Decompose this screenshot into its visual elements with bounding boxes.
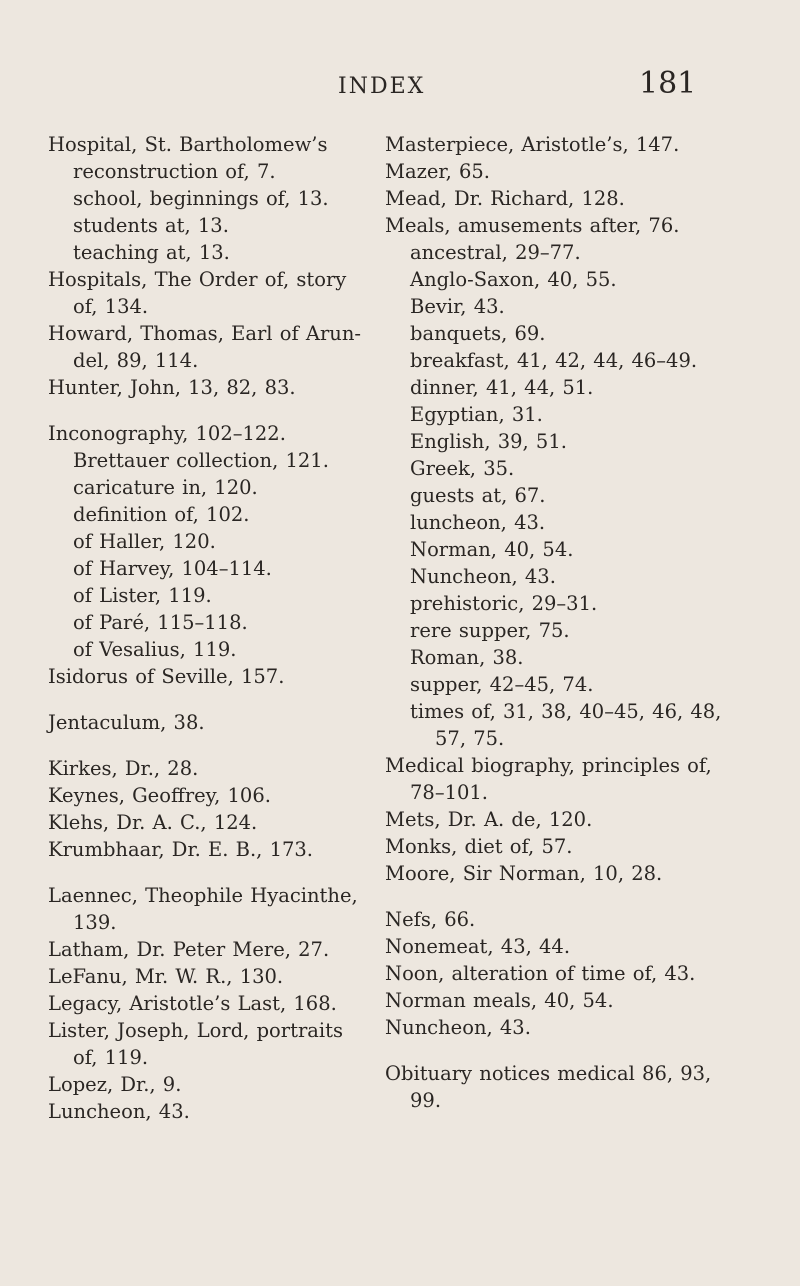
- index-subentry: Anglo-Saxon, 40, 55.: [410, 268, 617, 291]
- section-gap: [48, 690, 368, 709]
- index-entry: Monks, diet of, 57.: [385, 835, 573, 858]
- index-entry: Masterpiece, Aristotle’s, 147.: [385, 133, 680, 156]
- index-subentry: banquets, 69.: [410, 322, 546, 345]
- index-subentry: of, 134.: [73, 295, 149, 318]
- index-entry: Keynes, Geoffrey, 106.: [48, 784, 271, 807]
- index-subentry: school, beginnings of, 13.: [73, 187, 329, 210]
- index-subentry: 99.: [410, 1089, 442, 1112]
- index-column-right: [385, 131, 722, 1114]
- index-subentry: luncheon, 43.: [410, 511, 546, 534]
- section-gap: [385, 1041, 715, 1060]
- index-entry: Kirkes, Dr., 28.: [48, 757, 199, 780]
- index-entry: Noon, alteration of time of, 43.: [385, 962, 696, 985]
- index-entry: Nefs, 66.: [385, 908, 476, 931]
- index-subentry: 139.: [73, 911, 117, 934]
- index-entry: Nonemeat, 43, 44.: [385, 935, 571, 958]
- index-subentry: caricature in, 120.: [73, 476, 258, 499]
- page-number: 181: [639, 66, 697, 101]
- index-subentry: times of, 31, 38, 40–45, 46, 48,: [410, 700, 722, 723]
- index-column-left: [48, 131, 368, 1125]
- index-subentry: rere supper, 75.: [410, 619, 570, 642]
- index-entry: Norman meals, 40, 54.: [385, 989, 614, 1012]
- index-entry: Hospitals, The Order of, story: [48, 268, 347, 291]
- index-subentry: English, 39, 51.: [410, 430, 567, 453]
- index-entry: Moore, Sir Norman, 10, 28.: [385, 862, 663, 885]
- index-entry: Meals, amusements after, 76.: [385, 214, 680, 237]
- index-subentry: Roman, 38.: [410, 646, 524, 669]
- index-subentry: of, 119.: [73, 1046, 149, 1069]
- index-subentry: Egyptian, 31.: [410, 403, 543, 426]
- index-subentry: supper, 42–45, 74.: [410, 673, 594, 696]
- index-subentry: of Harvey, 104–114.: [73, 557, 272, 580]
- index-subentry: breakfast, 41, 42, 44, 46–49.: [410, 349, 698, 372]
- index-subentry: prehistoric, 29–31.: [410, 592, 598, 615]
- section-gap: [48, 863, 368, 882]
- section-gap: [48, 401, 368, 420]
- index-entry: Nuncheon, 43.: [385, 1016, 531, 1039]
- index-entry: Lister, Joseph, Lord, portraits: [48, 1019, 343, 1042]
- index-entry: Hospital, St. Bartholomew’s: [48, 133, 328, 156]
- index-entry: Lopez, Dr., 9.: [48, 1073, 182, 1096]
- index-entry: Mets, Dr. A. de, 120.: [385, 808, 593, 831]
- index-subentry: ancestral, 29–77.: [410, 241, 581, 264]
- index-subentry: Nuncheon, 43.: [410, 565, 556, 588]
- section-gap: [385, 887, 715, 906]
- index-subentry: of Haller, 120.: [73, 530, 216, 553]
- index-entry: Obituary notices medical 86, 93,: [385, 1062, 712, 1085]
- index-subentry: dinner, 41, 44, 51.: [410, 376, 594, 399]
- index-subentry: Greek, 35.: [410, 457, 515, 480]
- section-gap: [48, 736, 368, 755]
- index-subentry: students at, 13.: [73, 214, 229, 237]
- index-entry: Legacy, Aristotle’s Last, 168.: [48, 992, 337, 1015]
- index-entry: Luncheon, 43.: [48, 1100, 190, 1123]
- index-subentry: of Lister, 119.: [73, 584, 212, 607]
- index-subentry: Brettauer collection, 121.: [73, 449, 329, 472]
- index-subentry: of Paré, 115–118.: [73, 611, 248, 634]
- index-subentry: Norman, 40, 54.: [410, 538, 574, 561]
- running-head-title: INDEX: [338, 74, 426, 99]
- index-entry: Laennec, Theophile Hyacinthe,: [48, 884, 358, 907]
- index-entry: Krumbhaar, Dr. E. B., 173.: [48, 838, 313, 861]
- index-subentry: 57, 75.: [435, 727, 505, 750]
- index-subentry: guests at, 67.: [410, 484, 546, 507]
- index-subentry: Bevir, 43.: [410, 295, 505, 318]
- index-entry: LeFanu, Mr. W. R., 130.: [48, 965, 284, 988]
- index-entry: Isidorus of Seville, 157.: [48, 665, 285, 688]
- index-entry: Medical biography, principles of,: [385, 754, 712, 777]
- index-entry: Howard, Thomas, Earl of Arun-: [48, 322, 361, 345]
- index-entry: Mead, Dr. Richard, 128.: [385, 187, 625, 210]
- index-subentry: reconstruction of, 7.: [73, 160, 276, 183]
- index-subentry: del, 89, 114.: [73, 349, 199, 372]
- index-entry: Inconography, 102–122.: [48, 422, 286, 445]
- index-entry: Hunter, John, 13, 82, 83.: [48, 376, 296, 399]
- index-entry: Latham, Dr. Peter Mere, 27.: [48, 938, 330, 961]
- index-entry: Klehs, Dr. A. C., 124.: [48, 811, 258, 834]
- index-entry: Mazer, 65.: [385, 160, 490, 183]
- index-entry: Jentaculum, 38.: [48, 711, 205, 734]
- index-subentry: 78–101.: [410, 781, 488, 804]
- page-header: [0, 66, 800, 106]
- index-subentry: of Vesalius, 119.: [73, 638, 237, 661]
- index-subentry: teaching at, 13.: [73, 241, 230, 264]
- index-subentry: definition of, 102.: [73, 503, 250, 526]
